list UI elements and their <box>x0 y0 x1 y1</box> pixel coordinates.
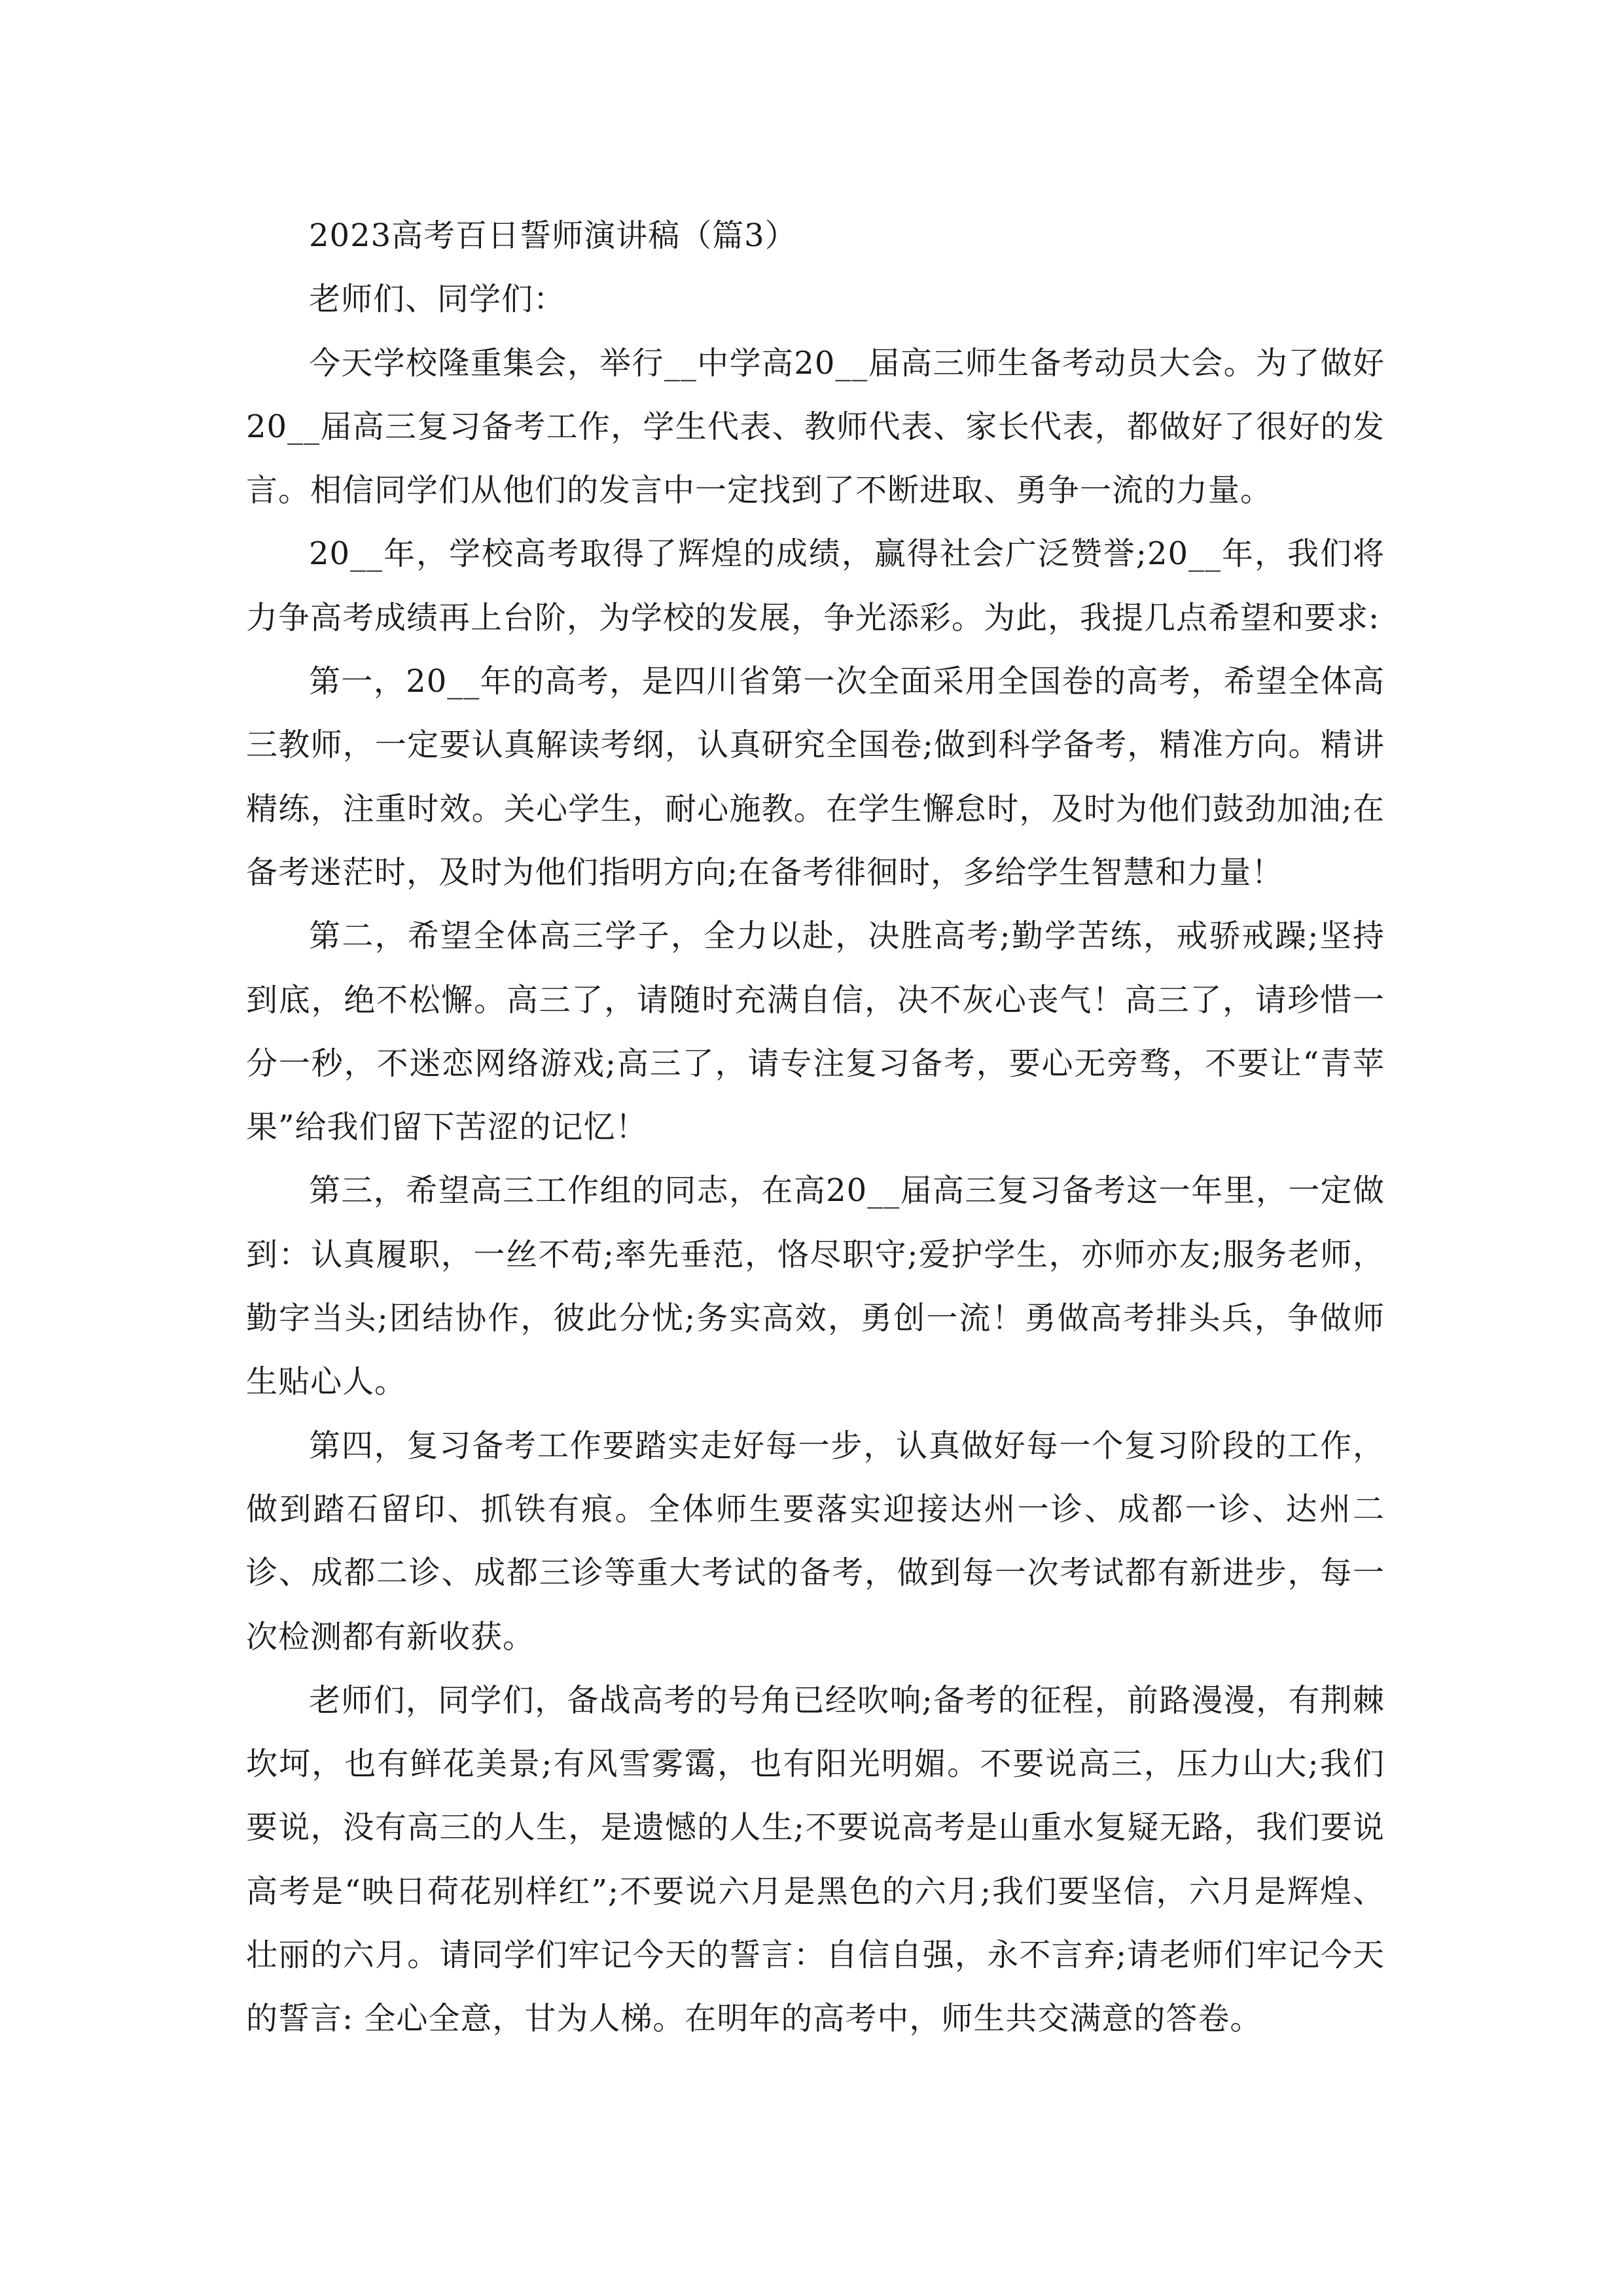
paragraph: 今天学校隆重集会，举行__中学高20__届高三师生备考动员大会。为了做好20__届高三复习备考工作，学生代表、教师代表、家长代表，都做好了很好的发言。相信同学们从他们的发言中一定找到了不断进取、勇争一流的力量。 <box>246 344 1385 509</box>
salutation: 老师们、同学们： <box>309 281 566 318</box>
paragraph: 第四，复习备考工作要踏实走好每一步，认真做好每一个复习阶段的工作，做到踏石留印、抓铁有痕。全体师生要落实迎接达州一诊、成都一诊、达州二诊、成都二诊、成都三诊等重大考试的备考，做到每一次考试都有新进步，每一次检测都有新收获。 <box>246 1427 1385 1655</box>
paragraph: 老师们，同学们，备战高考的号角已经吹响;备考的征程，前路漫漫，有荆棘坎坷，也有鲜花美景;有风雪雾霭，也有阳光明媚。不要说高三，压力山大;我们要说，没有高三的人生，是遗憾的人生;不要说高考是山重水复疑无路，我们要说高考是“映日荷花别样红”;不要说六月是黑色的六月;我们要坚信，六月是辉煌、壮丽的六月。请同学们牢记今天的誓言：自信自强，永不言弃;请老师们牢记今天的誓言: 全心全意，甘为人梯。在明年的高考中，师生共交满意的答卷。 <box>246 1681 1385 2037</box>
document-title: 2023高考百日誓师演讲稿（篇3） <box>309 217 797 254</box>
document-body <box>246 204 1385 2051</box>
paragraph: 第一，20__年的高考，是四川省第一次全面采用全国卷的高考，希望全体高三教师，一定要认真解读考纲，认真研究全国卷;做到科学备考，精准方向。精讲精练，注重时效。关心学生，耐心施教。在学生懈怠时，及时为他们鼓劲加油;在备考迷茫时，及时为他们指明方向;在备考徘徊时，多给学生智慧和力量！ <box>246 663 1385 891</box>
paragraph: 20__年，学校高考取得了辉煌的成绩，赢得社会广泛赞誉;20__年，我们将力争高考成绩再上台阶，为学校的发展，争光添彩。为此，我提几点希望和要求: <box>246 535 1385 636</box>
paragraph: 第三，希望高三工作组的同志，在高20__届高三复习备考这一年里，一定做到：认真履职，一丝不苟;率先垂范，恪尽职守;爱护学生，亦师亦友;服务老师，勤字当头;团结协作，彼此分忧;务实高效，勇创一流！勇做高考排头兵，争做师生贴心人。 <box>246 1172 1385 1401</box>
paragraph: 第二，希望全体高三学子，全力以赴，决胜高考;勤学苦练，戒骄戒躁;坚持到底，绝不松懈。高三了，请随时充满自信，决不灰心丧气！高三了，请珍惜一分一秒，不迷恋网络游戏;高三了，请专注复习备考，要心无旁骛，不要让“青苹果”给我们留下苦涩的记忆！ <box>246 918 1385 1146</box>
